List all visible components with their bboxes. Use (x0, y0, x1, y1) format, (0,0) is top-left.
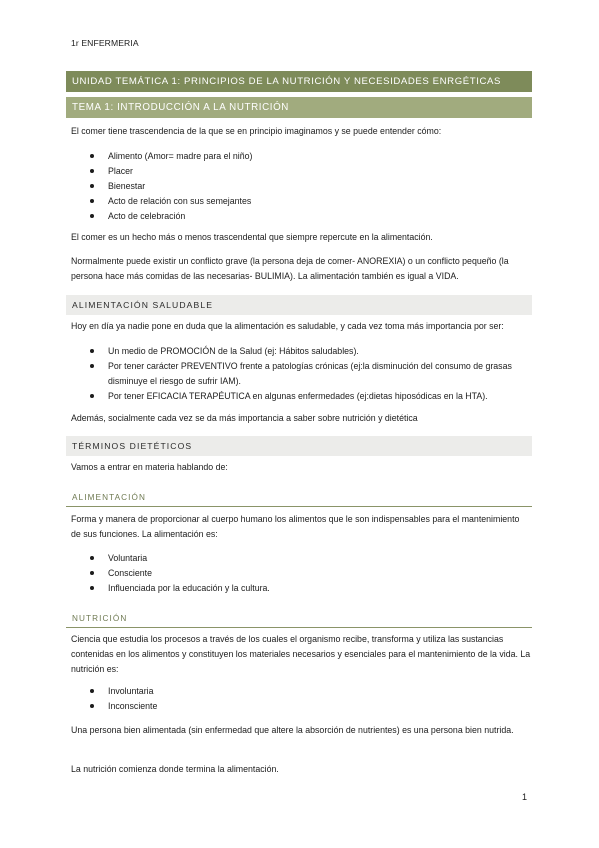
saludable-paragraph-2: Además, socialmente cada vez se da más importancia a saber sobre nutrición y dietética (71, 413, 418, 423)
intro-paragraph: El comer tiene trascendencia de la que se en principio imaginamos y se puede entender cómo: (71, 126, 442, 136)
list-item: Placer (89, 164, 538, 179)
list-item: Un medio de PROMOCIÓN de la Salud (ej: Hábitos saludables). (89, 344, 538, 359)
list-item: Alimento (Amor= madre para el niño) (89, 149, 538, 164)
list-item: Consciente (89, 566, 538, 581)
intro-paragraph-3: Normalmente puede existir un conflicto grave (la persona deja de comer- ANOREXIA) o un conflicto pequeño (la persona hace más comidas de las necesarias- BULIMIA). La alimentación también es igual a VIDA. (71, 256, 509, 281)
intro-list (89, 149, 538, 224)
terminos-paragraph: Vamos a entrar en materia hablando de: (71, 462, 228, 472)
nutricion-paragraph-2: Una persona bien alimentada (sin enfermedad que altere la absorción de nutrientes) es una persona bien nutrida. (71, 725, 514, 735)
intro-paragraph-2: El comer es un hecho más o menos trascendental que siempre repercute en la alimentación. (71, 232, 433, 242)
nutricion-paragraph-3: La nutrición comienza donde termina la alimentación. (71, 764, 279, 774)
list-item: Influenciada por la educación y la cultura. (89, 581, 538, 596)
nutricion-paragraph: Ciencia que estudia los procesos a través de los cuales el organismo recibe, transforma y utiliza las sustancias contenidas en los alimentos y constituyen los materiales necesarios y esenciales para el mantenimiento de la vida. La nutrición es: (71, 634, 531, 674)
list-item: Por tener EFICACIA TERAPÉUTICA en algunas enfermedades (ej:dietas hiposódicas en la HTA). (89, 389, 538, 404)
section-heading-saludable: ALIMENTACIÓN SALUDABLE (66, 295, 532, 315)
list-item: Bienestar (89, 179, 538, 194)
saludable-list (89, 344, 538, 404)
tema-title: TEMA 1: INTRODUCCIÓN A LA NUTRICIÓN (66, 97, 532, 118)
list-item: Voluntaria (89, 551, 538, 566)
unit-title: UNIDAD TEMÁTICA 1: PRINCIPIOS DE LA NUTRICIÓN Y NECESIDADES ENRGÉTICAS (66, 71, 532, 92)
nutricion-list (89, 684, 538, 714)
list-item: Por tener carácter PREVENTIVO frente a patologías crónicas (ej:la disminución del consumo de grasas disminuye el riesgo de sufrir IAM). (89, 359, 538, 389)
saludable-paragraph: Hoy en día ya nadie pone en duda que la alimentación es saludable, y cada vez toma más importancia por ser: (71, 321, 504, 331)
section-heading-terminos: TÉRMINOS DIETÉTICOS (66, 436, 532, 456)
page-number: 1 (522, 792, 528, 802)
subsection-heading-alimentacion: ALIMENTACIÓN (66, 493, 532, 507)
alimentacion-list (89, 551, 538, 596)
alimentacion-paragraph: Forma y manera de proporcionar al cuerpo humano los alimentos que le son indispensables para el mantenimiento de sus funciones. La alimentación es: (71, 514, 520, 539)
page-header: 1r ENFERMERIA (71, 38, 139, 48)
list-item: Acto de relación con sus semejantes (89, 194, 538, 209)
list-item: Acto de celebración (89, 209, 538, 224)
subsection-heading-nutricion: NUTRICIÓN (66, 614, 532, 628)
list-item: Involuntaria (89, 684, 538, 699)
list-item: Inconsciente (89, 699, 538, 714)
